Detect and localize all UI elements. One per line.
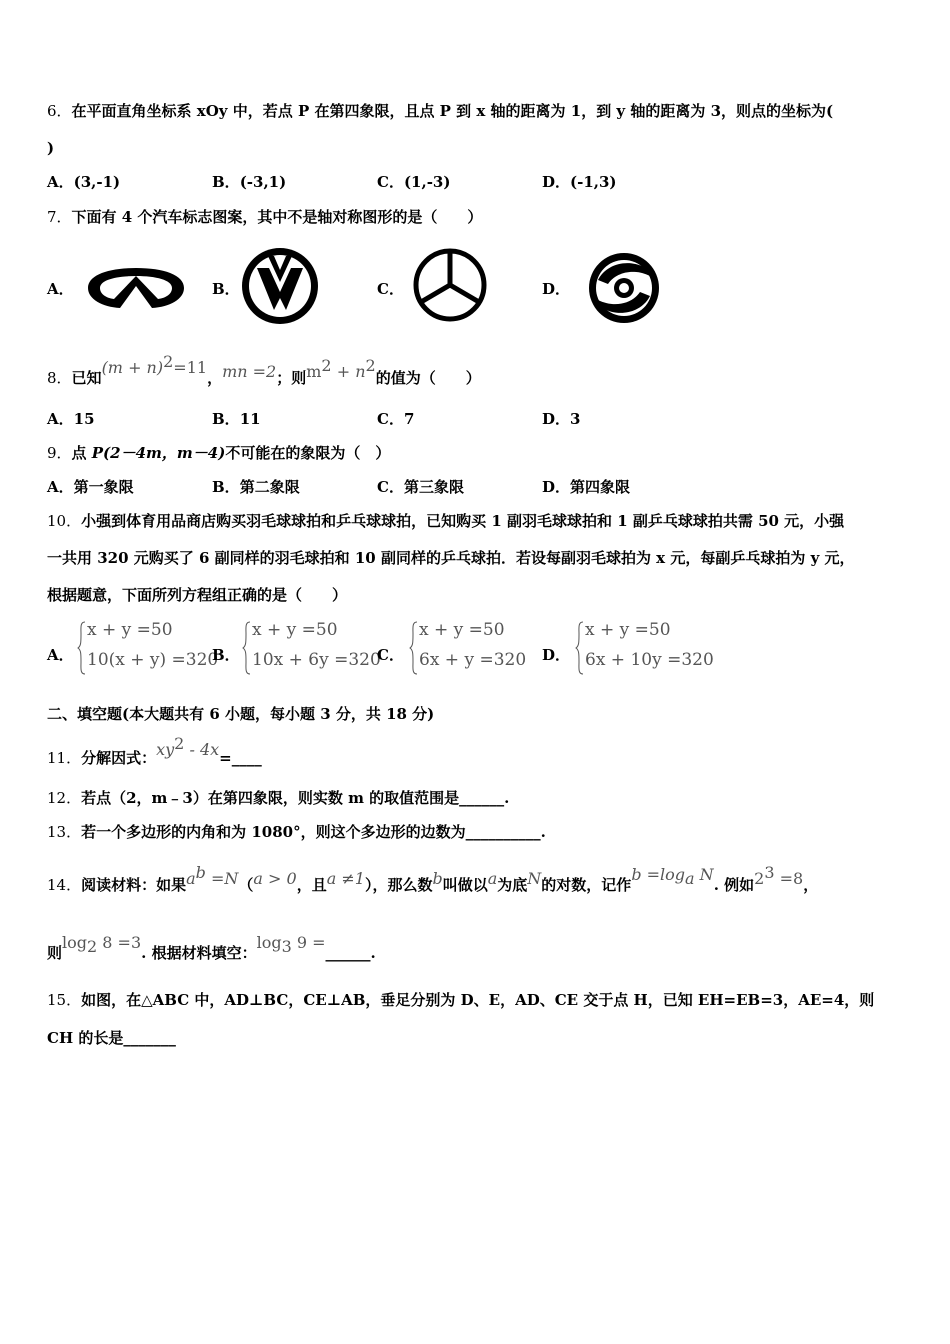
mercedes-logo-icon [410,248,490,322]
q14-text: . 例如 [713,876,755,894]
q13-stem [47,822,546,842]
math: b [195,863,206,882]
equation-row: 10(x + y) =320 [87,650,219,670]
q14-text: 则 [47,944,63,962]
q14-text: （ [238,876,254,894]
q7-option-c-label[interactable]: C． [377,280,404,298]
math: (m + n) [101,358,164,377]
equation-row: x + y =50 [419,620,505,640]
q9-option-c[interactable] [377,477,464,497]
q14-text: ），那么数 [364,876,433,894]
q11-number: 11． [47,749,82,767]
q6-option-a[interactable] [47,172,120,192]
math: N [694,865,714,884]
q9-stem [47,443,390,463]
q14-log-expr2 [256,933,326,956]
q14-text: 为底 [497,876,528,894]
q8-option-d[interactable] [542,409,580,429]
math: =11 [173,358,208,377]
math: 2 [365,356,376,375]
q11-answer-blank[interactable]: =____ [219,749,262,767]
q14-expr8 [754,863,804,888]
option-label: B． [212,410,240,428]
math: b =log [631,865,686,884]
q6-option-d[interactable] [542,172,617,192]
q9-prefix: 点 [71,444,92,462]
q9-suffix: 不可能在的象限为（ ） [225,444,391,462]
math: 2 [87,937,98,956]
equation-row: 10x + 6y =320 [252,650,381,670]
math: 2 [754,869,765,888]
q14-expr1 [186,863,239,888]
q10-stem-line3: 根据题意，下面所列方程组正确的是（ ） [47,586,348,604]
q7-number: 7． [47,208,72,226]
q14-expr7 [631,865,714,888]
q13-number: 13． [47,823,82,841]
math: 2 [321,356,332,375]
q14-log-expr1 [62,933,142,956]
q7-text: 下面有 4 个汽车标志图案，其中不是轴对称图形的是（ ） [71,208,483,226]
q10-stem [47,511,844,531]
q8-option-b[interactable] [212,409,261,429]
math: =8 [774,869,804,888]
q15-text: 如图，在△ABC 中，AD⊥BC，CE⊥AB，垂足分别为 D、E，AD、CE 交于点 H，已知 EH=EB=3，AE=4，则 [81,991,875,1009]
option-label: D． [542,173,571,191]
q10-option-c-system [409,620,539,676]
math: =N [205,869,239,888]
q9-option-a[interactable] [47,477,134,497]
q10-option-b-system [242,620,381,676]
q8-prefix: 已知 [71,369,102,387]
option-label: C． [377,478,404,496]
q8-expr3 [306,356,376,381]
math: 2 [163,352,174,371]
option-text: (1,-3) [403,173,451,191]
q10-option-c-label[interactable]: C． [377,646,404,664]
q10-stem-line2: 一共用 320 元购买了 6 副同样的羽毛球拍和 10 副同样的乒乓球拍．若设每副羽毛球拍为 x 元，每副乒乓球拍为 y 元， [47,549,855,567]
q9-option-b[interactable] [212,477,300,497]
q14-text: 叫做以 [442,876,488,894]
q8-suffix: 的值为（ ） [375,369,481,387]
q8-number: 8． [47,369,72,387]
option-text: 7 [403,410,415,428]
q14-number: 14． [47,876,82,894]
math: 3 [281,937,292,956]
q9-point: P(2－4m，m－4) [91,444,226,462]
q11-prefix: 分解因式： [81,749,157,767]
q15-number: 15． [47,991,82,1009]
q9-option-d[interactable] [542,477,630,497]
math: log [62,933,88,952]
equation-row: x + y =50 [585,620,671,640]
q8-expr2: mn =2 [222,362,277,381]
option-label: A． [47,173,74,191]
equation-row: 6x + y =320 [419,650,527,670]
brace-icon [77,620,87,676]
q8-expr1 [101,352,208,377]
q7-option-b-label[interactable]: B． [212,280,240,298]
math: + n [331,362,366,381]
q14-text: 阅读材料：如果 [81,876,187,894]
math: 3 [764,863,775,882]
option-label: A． [47,478,74,496]
q11-expr [156,734,220,759]
option-label: A． [47,410,74,428]
q15-stem [47,990,874,1010]
q8-stem [47,352,481,388]
math: - 4x [184,740,220,759]
infiniti-logo-icon [84,265,188,311]
q10-option-a-system [77,620,217,676]
q13-text: 若一个多边形的内角和为 1080°，则这个多边形的边数为__________. [81,823,546,841]
math: a [685,869,695,888]
q6-number: 6． [47,102,72,120]
option-text: 11 [239,410,261,428]
q10-option-d-system [575,620,715,676]
math: 9 = [291,933,326,952]
math: 2 [174,734,185,753]
q14-expr4: b [432,869,443,888]
dongfeng-logo-icon [584,250,664,326]
option-label: C． [377,173,404,191]
q8-sep: ；则 [276,369,307,387]
volkswagen-logo-icon [240,246,320,326]
q14-text: 的对数，记作 [541,876,632,894]
option-text: 第四象限 [570,478,631,496]
q14-text: ，且 [296,876,327,894]
brace-icon [575,620,585,676]
option-text: 第一象限 [73,478,134,496]
q14-expr6: N [527,869,542,888]
option-text: (-3,1) [239,173,287,191]
q10-text: 小强到体育用品商店购买羽毛球球拍和乒乓球球拍，已知购买 1 副羽毛球球拍和 1 副乒乓球球拍共需 50 元，小强 [81,512,845,530]
q14-text: ， [803,876,819,894]
q7-option-a-label[interactable]: A． [47,280,74,298]
q10-option-a-label[interactable]: A． [47,646,74,664]
option-text: 第二象限 [239,478,300,496]
q14-text: . 根据材料填空： [141,944,257,962]
q14-stem-line2 [47,933,376,967]
q14-expr3: a ≠1 [326,869,365,888]
option-text: 3 [570,410,581,428]
option-label: B． [212,478,240,496]
q14-expr5: a [487,869,498,888]
q12-number: 12． [47,789,82,807]
q12-text: 若点（2，m﹣3）在第四象限，则实数 m 的取值范围是______. [81,789,510,807]
q7-stem [47,207,482,227]
q6-option-c[interactable] [377,172,450,192]
equation-row: x + y =50 [87,620,173,640]
q7-option-d-label[interactable]: D． [542,280,571,298]
option-text: (-1,3) [570,173,617,191]
option-label: D． [542,410,571,428]
q12-stem [47,788,509,808]
option-text: 第三象限 [403,478,464,496]
option-text: (3,-1) [73,173,121,191]
option-label: B． [212,173,240,191]
q8-option-c[interactable] [377,409,414,429]
math: m [306,362,322,381]
brace-icon [242,620,252,676]
q8-sep: ， [207,369,223,387]
math: a [186,869,196,888]
q9-number: 9． [47,444,72,462]
q15-stem-line2: CH 的长是_______ [47,1029,176,1047]
section-2-title: 二、填空题(本大题共有 6 小题，每小题 3 分，共 18 分) [47,705,435,723]
option-text: 15 [73,410,95,428]
q10-option-d-label[interactable]: D． [542,646,571,664]
q6-text: 在平面直角坐标系 xOy 中，若点 P 在第四象限，且点 P 到 x 轴的距离为 1，到 y 轴的距离为 3，则点的坐标为( [71,102,834,120]
equation-row: x + y =50 [252,620,338,640]
q14-expr2: a > 0 [253,869,297,888]
math: xy [156,740,175,759]
q10-number: 10． [47,512,82,530]
math: log [256,933,282,952]
q6-option-b[interactable] [212,172,286,192]
q8-option-a[interactable] [47,409,95,429]
option-label: C． [377,410,404,428]
brace-icon [409,620,419,676]
q11-stem [47,734,262,768]
q6-stem [47,101,833,121]
q6-stem-cont: ) [47,139,55,157]
option-label: D． [542,478,571,496]
q10-option-b-label[interactable]: B． [212,646,240,664]
equation-row: 6x + 10y =320 [585,650,714,670]
math: 8 =3 [97,933,142,952]
q14-stem [47,863,819,899]
q14-answer-blank[interactable]: ______. [325,944,376,962]
